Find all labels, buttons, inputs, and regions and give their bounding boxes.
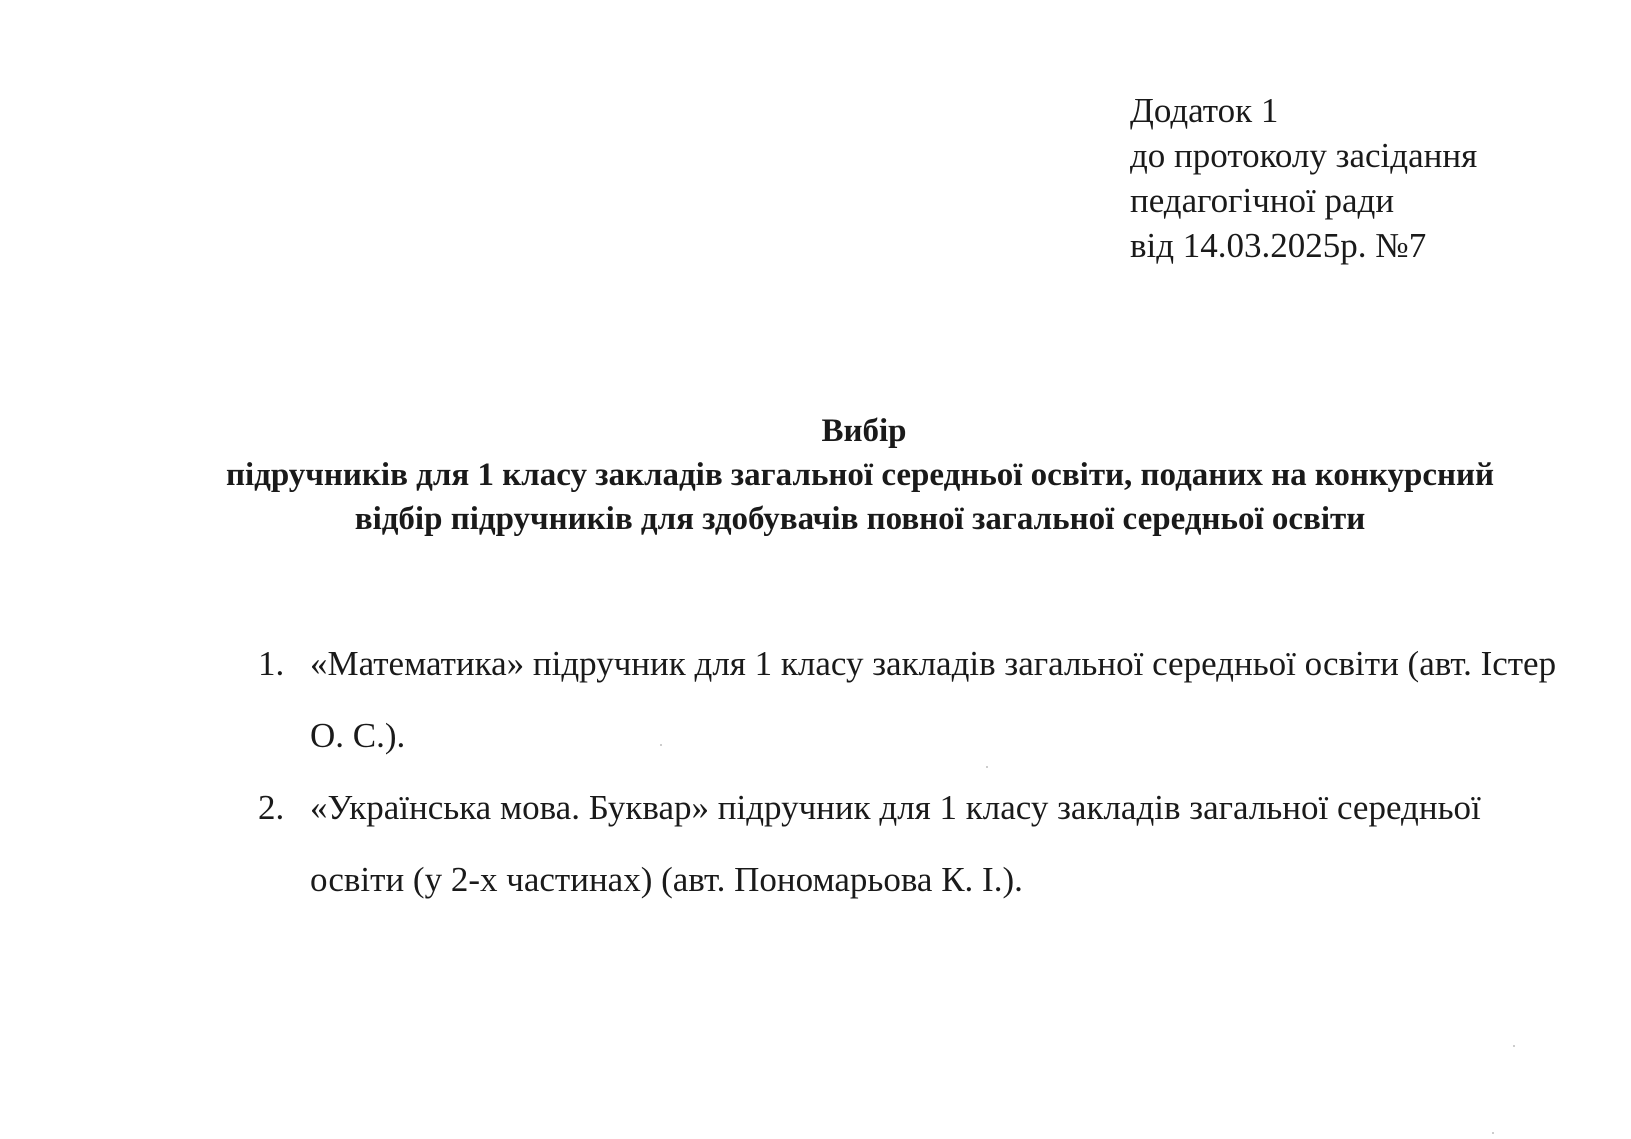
appendix-line-2: до протоколу засідання [1130,136,1478,175]
list-item-number: 2. [258,788,285,827]
appendix-line-4: від 14.03.2025р. №7 [1130,226,1427,265]
scan-speck [660,744,662,746]
list-item-number: 1. [258,644,285,683]
list-item [258,628,1558,772]
appendix-line-3: педагогічної ради [1130,181,1395,220]
list-item-text: «Математика» підручник для 1 класу закладів загальної середньої освіти (авт. Істер О. С.). [310,644,1557,755]
textbook-list [258,628,1558,916]
list-item [258,772,1558,916]
scan-speck [1492,1132,1494,1134]
document-subtitle: підручників для 1 класу закладів загальної середньої освіти, поданих на конкурсний відбір підручників для здобувачів повної загальної середньої освіти [225,457,1495,537]
scan-speck [986,766,988,768]
appendix-line-1: Додаток 1 [1130,91,1279,130]
appendix-block [1130,88,1477,268]
list-item-text: «Українська мова. Буквар» підручник для 1 класу закладів загальної середньої освіти (у 2-х частинах) (авт. Пономарьова К. І.). [310,788,1481,899]
scan-speck [1513,1045,1515,1047]
document-heading [200,409,1520,541]
document-title: Вибір [821,413,907,449]
